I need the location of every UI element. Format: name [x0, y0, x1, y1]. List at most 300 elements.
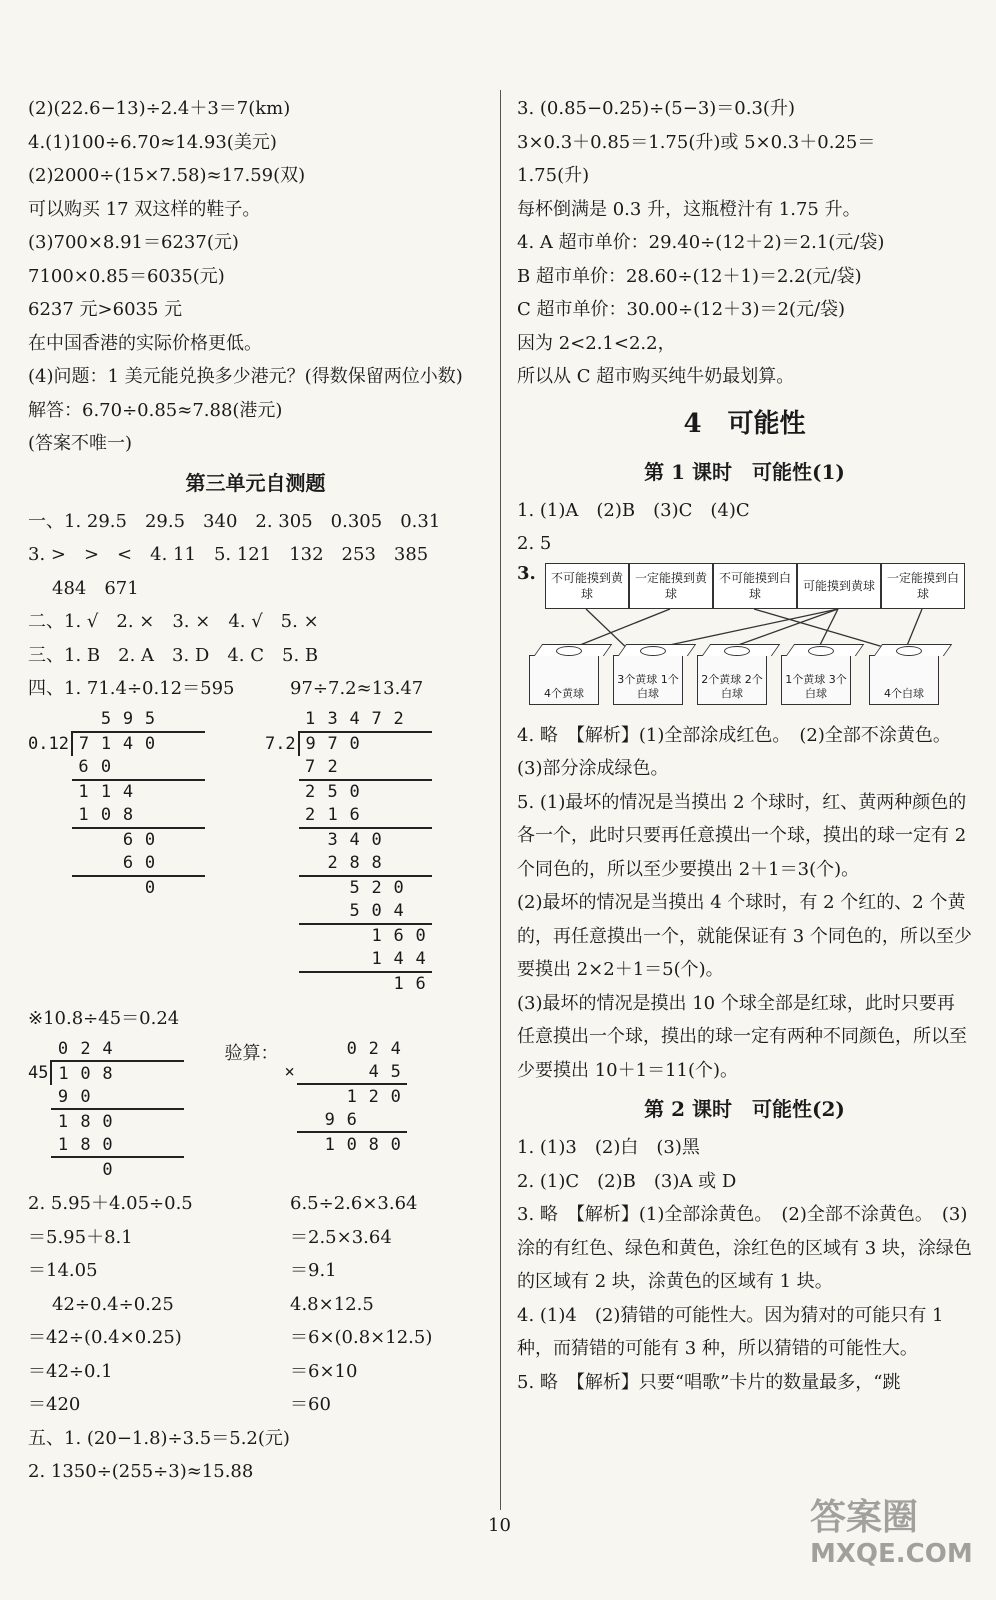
ball-box-label: 1个黄球 3个白球: [785, 672, 847, 700]
lesson-title: 第 1 课时 可能性(1): [644, 459, 845, 484]
digit-cell: [410, 708, 432, 732]
digit-cell: [183, 732, 205, 756]
division-table: [265, 708, 432, 996]
digit-cell: [28, 1133, 51, 1157]
digit-cell: [410, 804, 432, 828]
digit-cell: [322, 876, 344, 900]
digit-cell: 1: [95, 732, 117, 756]
long-division-block-2: [28, 1037, 483, 1181]
digit-cell: [183, 828, 205, 852]
tail-line: 2. 1350÷(255÷3)≈15.88: [28, 1461, 254, 1482]
digit-cell: [284, 1084, 296, 1108]
digit-cell: [319, 1060, 341, 1084]
label-box: 不可能摸到黄球: [545, 563, 629, 609]
answer-paragraph: 4. (1)4 (2)猜错的可能性大。因为猜对的可能只有 1 种，而猜错的可能有 3 种，所以猜错的可能性大。: [517, 1304, 944, 1359]
digit-cell: 0: [74, 1061, 96, 1085]
digit-cell: [322, 924, 344, 948]
digit-cell: [140, 1133, 162, 1157]
digit-cell: 8: [349, 853, 360, 873]
digit-cell: 1: [78, 805, 89, 825]
calc-row: [28, 1187, 483, 1221]
text-line: 3×0.3＋0.85＝1.75(升)或 5×0.3＋0.25＝: [517, 131, 876, 153]
digit-cell: [344, 948, 366, 972]
digit-cell: 0: [388, 876, 410, 900]
digit-cell: [183, 780, 205, 804]
digit-cell: 5: [390, 1061, 401, 1082]
digit-cell: [28, 876, 72, 900]
digit-cell: 6: [78, 757, 89, 777]
digit-cell: [28, 1157, 51, 1181]
digit-cell: [117, 756, 139, 780]
digit-cell: 7: [305, 757, 316, 777]
digit-cell: [319, 1037, 341, 1060]
digit-cell: [265, 828, 299, 852]
digit-cell: [140, 1061, 162, 1085]
digit-cell: 3: [327, 709, 338, 729]
digit-cell: 4: [102, 1038, 113, 1059]
calc-left: ＝420: [28, 1394, 81, 1415]
calc-row: [28, 1388, 483, 1422]
digit-cell: [299, 876, 322, 900]
digit-cell: [366, 972, 388, 996]
answer-line: 2. (1)C (2)B (3)A 或 D: [517, 1170, 737, 1192]
digit-cell: 6: [349, 805, 360, 825]
calc-left: ＝5.95＋8.1: [28, 1226, 133, 1248]
digit-cell: [344, 756, 366, 780]
digit-cell: 5: [144, 709, 156, 729]
digit-cell: 6: [117, 828, 139, 852]
calc-left: ＝14.05: [28, 1260, 98, 1281]
answer-line: 1. (1)3 (2)白 (3)黑: [517, 1137, 700, 1158]
text-line: 解答：6.70÷0.85≈7.88(港元): [28, 399, 283, 421]
digit-cell: [72, 828, 95, 852]
digit-cell: [28, 852, 72, 876]
text-line: 6237 元>6035 元: [28, 299, 183, 320]
calc-right: 4.8×12.5: [290, 1293, 374, 1315]
digit-cell: 9: [299, 732, 322, 756]
digit-cell: 8: [122, 805, 134, 825]
digit-cell: [299, 852, 322, 876]
diagram-label: 3.: [517, 562, 536, 584]
digit-cell: 6: [410, 972, 432, 996]
calc-row: [28, 1221, 483, 1255]
digit-cell: [139, 756, 161, 780]
digit-cell: [388, 852, 410, 876]
digit-cell: [366, 756, 388, 780]
division-header: [28, 672, 483, 706]
digit-cell: 8: [80, 1134, 91, 1155]
digit-cell: 0: [100, 805, 112, 825]
digit-cell: 4: [117, 732, 139, 756]
digit-cell: [139, 804, 161, 828]
calc-left: 42÷0.4÷0.25: [52, 1293, 174, 1315]
digit-cell: 6: [122, 853, 134, 873]
digit-cell: 0: [57, 1038, 69, 1059]
digit-cell: 2: [305, 805, 316, 825]
ball-box-label: 4个白球: [884, 686, 924, 700]
digit-cell: 8: [96, 1061, 118, 1085]
page-number: 10: [488, 1515, 511, 1536]
digit-cell: [265, 804, 299, 828]
digit-cell: 7: [371, 709, 382, 729]
digit-cell: [162, 1133, 184, 1157]
digit-cell: 2: [366, 876, 388, 900]
digit-cell: 0: [100, 757, 112, 777]
digit-cell: [183, 852, 205, 876]
digit-cell: [140, 1085, 162, 1109]
digit-cell: 9: [122, 709, 134, 729]
digit-cell: 0: [410, 924, 432, 948]
long-division-2: [265, 708, 432, 996]
section-title: 第三单元自测题: [185, 470, 326, 495]
digit-cell: 0: [139, 732, 161, 756]
ball-box: [781, 655, 851, 705]
digit-cell: 0: [80, 1086, 91, 1107]
digit-cell: 1: [366, 924, 388, 948]
digit-cell: [410, 876, 432, 900]
ball-box: [529, 655, 599, 705]
calc-right: ＝6×10: [290, 1360, 358, 1382]
ball-box: [869, 655, 939, 705]
calc-row: [28, 1288, 483, 1322]
digit-cell: 0: [96, 1109, 118, 1133]
digit-cell: [265, 876, 299, 900]
digit-cell: [140, 1109, 162, 1133]
calc-right: ＝9.1: [290, 1260, 337, 1281]
calc-right: 6.5÷2.6×3.64: [290, 1193, 418, 1214]
text-line: (答案不唯一): [28, 433, 133, 454]
digit-cell: [72, 708, 95, 732]
digit-cell: 1: [51, 1061, 74, 1085]
text-line: 1.75(升): [517, 165, 590, 186]
answer-line: 1. (1)A (2)B (3)C (4)C: [517, 499, 750, 521]
digit-cell: [297, 1084, 319, 1108]
digit-cell: [410, 900, 432, 924]
text-line: 所以从 C 超市购买纯牛奶最划算。: [517, 366, 795, 387]
digit-cell: 4: [415, 949, 426, 969]
digit-cell: 4: [117, 780, 139, 804]
division-header-1: 四、1. 71.4÷0.12＝595: [28, 678, 235, 699]
answer-paragraph: (2)最坏的情况是当摸出 4 个球时，有 2 个红的、2 个黄的，再任意摸出一个，就能保证有 3 个同色的，所以至少要摸出 2×2＋1＝5(个)。: [517, 892, 972, 980]
box-hole: [808, 646, 834, 656]
digit-cell: 4: [344, 828, 366, 852]
digit-cell: [161, 756, 183, 780]
digit-cell: 5: [100, 709, 112, 729]
digit-cell: [28, 1037, 51, 1061]
digit-cell: 2: [363, 1084, 385, 1108]
answer-paragraph: (3)最坏的情况是摸出 10 个球全部是红球，此时只要再任意摸出一个球，摸出的球一定有两种不同颜色，所以至少要摸出 10＋1＝11(个)。: [517, 992, 967, 1081]
matching-diagram: [517, 563, 972, 713]
box-hole: [896, 646, 922, 656]
digit-cell: [410, 852, 432, 876]
text-line: 3. (0.85−0.25)÷(5−3)＝0.3(升): [517, 98, 795, 119]
division-table: [28, 708, 205, 900]
digit-cell: 5: [349, 901, 360, 921]
text-line: 每杯倒满是 0.3 升，这瓶橙汁有 1.75 升。: [517, 198, 861, 220]
digit-cell: [96, 1085, 118, 1109]
digit-cell: [118, 1157, 140, 1181]
ball-box-label: 3个黄球 1个白球: [617, 672, 679, 700]
label-box: 一定能摸到黄球: [629, 563, 713, 609]
digit-cell: 0: [385, 1132, 407, 1156]
digit-cell: [265, 756, 299, 780]
digit-cell: 9: [324, 1109, 335, 1130]
text-line: (2)2000÷(15×7.58)≈17.59(双): [28, 165, 306, 186]
digit-cell: [161, 852, 183, 876]
digit-cell: [28, 1109, 51, 1133]
digit-cell: [344, 972, 366, 996]
digit-cell: [183, 804, 205, 828]
digit-cell: [284, 1108, 296, 1132]
digit-cell: 7: [322, 732, 344, 756]
long-division-3: [28, 1037, 184, 1181]
digit-cell: 8: [74, 1109, 96, 1133]
digit-cell: 1: [319, 1132, 341, 1156]
box-hole: [556, 646, 582, 656]
digit-cell: [388, 780, 410, 804]
digit-cell: [299, 900, 322, 924]
ball-box: [613, 655, 683, 705]
digit-cell: 4: [349, 709, 360, 729]
extra-problem: ※10.8÷45＝0.24: [28, 1007, 180, 1029]
digit-cell: 1: [72, 780, 95, 804]
digit-cell: [299, 828, 322, 852]
digit-cell: [366, 804, 388, 828]
digit-cell: [72, 852, 95, 876]
digit-cell: 2: [299, 780, 322, 804]
answer-line: 3. > > < 4. 11 5. 121 132 253 385: [28, 544, 429, 565]
digit-cell: [265, 852, 299, 876]
digit-cell: [322, 948, 344, 972]
digit-cell: 4: [368, 1061, 379, 1082]
text-line: 4. A 超市单价：29.40÷(12＋2)＝2.1(元/袋): [517, 232, 885, 253]
digit-cell: [385, 1108, 407, 1132]
digit-cell: 1: [327, 805, 338, 825]
digit-cell: 2: [368, 1038, 379, 1059]
digit-cell: [388, 804, 410, 828]
watermark-logo: [810, 1497, 973, 1572]
text-line: B 超市单价：28.60÷(12＋1)＝2.2(元/袋): [517, 265, 862, 287]
digit-cell: [28, 708, 72, 732]
digit-cell: [118, 1037, 140, 1061]
digit-cell: 6: [346, 1109, 357, 1130]
digit-cell: 2: [327, 757, 338, 777]
right-column: [517, 92, 972, 1399]
check-block: [224, 1037, 406, 1181]
digit-cell: [265, 780, 299, 804]
digit-cell: 1: [51, 1109, 74, 1133]
digit-cell: 0: [385, 1084, 407, 1108]
check-label: 验算：: [224, 1043, 279, 1064]
digit-cell: [28, 828, 72, 852]
text-line: (2)(22.6−13)÷2.4＋3＝7(km): [28, 98, 291, 119]
digit-cell: 7: [72, 732, 95, 756]
digit-cell: 1: [305, 709, 316, 729]
calc-right: ＝60: [290, 1394, 331, 1415]
lesson-title: 第 2 课时 可能性(2): [644, 1097, 845, 1121]
column-divider: [500, 90, 501, 1510]
answer-line: 二、1. √ 2. × 3. × 4. √ 5. ×: [28, 611, 319, 632]
answer-paragraph: 5. (1)最坏的情况是当摸出 2 个球时，红、黄两种颜色的各一个，此时只要再任意摸出一个球，摸出的球一定有 2 个同色的，所以至少要摸出 2＋1＝3(个)。: [517, 791, 967, 880]
digit-cell: [297, 1108, 319, 1132]
text-line: 可以购买 17 双这样的鞋子。: [28, 198, 261, 220]
digit-cell: [74, 1157, 96, 1181]
digit-cell: [284, 1132, 296, 1156]
calc-row: [28, 1321, 483, 1355]
answer-line: 5. 略 【解析】只要“唱歌”卡片的数量最多，“跳: [517, 1371, 901, 1393]
calc-right: ＝6×(0.8×12.5): [290, 1327, 433, 1348]
label-box: 不可能摸到白球: [713, 563, 797, 609]
digit-cell: [162, 1037, 184, 1061]
digit-cell: [183, 876, 205, 900]
digit-cell: 5: [322, 780, 344, 804]
digit-cell: 9: [57, 1086, 69, 1107]
digit-cell: 45: [28, 1063, 49, 1083]
calc-left: ＝42÷(0.4×0.25): [28, 1327, 182, 1348]
digit-cell: [366, 732, 388, 756]
ball-box: [697, 655, 767, 705]
digit-cell: [28, 804, 72, 828]
digit-cell: [299, 924, 322, 948]
digit-cell: 7.2: [264, 733, 296, 754]
text-line: 4.(1)100÷6.70≈14.93(美元): [28, 131, 277, 153]
check-table: [284, 1037, 406, 1156]
digit-cell: [162, 1157, 184, 1181]
digit-cell: [265, 900, 299, 924]
text-line: 在中国香港的实际价格更低。: [28, 332, 262, 354]
digit-cell: [410, 828, 432, 852]
text-line: 因为 2<2.1<2.2，: [517, 332, 676, 354]
digit-cell: [140, 1157, 162, 1181]
digit-cell: 0: [144, 853, 156, 873]
digit-cell: [341, 1060, 363, 1084]
digit-cell: [265, 972, 299, 996]
digit-cell: [265, 948, 299, 972]
digit-cell: [322, 900, 344, 924]
text-line: (4)问题：1 美元能兑换多少港元？(得数保留两位小数): [28, 366, 463, 387]
digit-cell: 4: [390, 1038, 401, 1059]
digit-cell: 0: [102, 1134, 113, 1155]
digit-cell: [410, 732, 432, 756]
digit-cell: [118, 1109, 140, 1133]
calc-left: 2. 5.95＋4.05÷0.5: [28, 1193, 193, 1214]
digit-cell: [297, 1132, 319, 1156]
digit-cell: [183, 708, 205, 732]
digit-cell: [161, 804, 183, 828]
watermark-text: 答案圈: [810, 1497, 919, 1538]
digit-cell: [388, 756, 410, 780]
digit-cell: 0: [346, 1038, 357, 1059]
digit-cell: [161, 780, 183, 804]
digit-cell: 0: [341, 1132, 363, 1156]
digit-cell: [95, 828, 117, 852]
digit-cell: 2: [80, 1038, 91, 1059]
text-line: 7100×0.85＝6035(元): [28, 265, 225, 287]
digit-cell: [95, 876, 117, 900]
box-hole: [640, 646, 666, 656]
digit-cell: [297, 1037, 319, 1060]
digit-cell: [297, 1060, 319, 1084]
digit-cell: [161, 732, 183, 756]
digit-cell: 0: [366, 828, 388, 852]
digit-cell: [117, 876, 139, 900]
digit-cell: [183, 756, 205, 780]
calc-row: [28, 1254, 483, 1288]
digit-cell: 1: [388, 972, 410, 996]
multiplication-check: [284, 1037, 406, 1181]
digit-cell: [299, 972, 322, 996]
digit-cell: [388, 828, 410, 852]
digit-cell: ×: [284, 1062, 295, 1082]
digit-cell: [299, 948, 322, 972]
digit-cell: 2: [393, 709, 404, 729]
calc-right: ＝2.5×3.64: [290, 1226, 392, 1248]
digit-cell: 8: [363, 1132, 385, 1156]
label-box: 可能摸到黄球: [797, 563, 881, 609]
digit-cell: [265, 708, 299, 732]
digit-cell: 2: [327, 853, 338, 873]
digit-cell: [363, 1108, 385, 1132]
long-division-block: [28, 708, 483, 996]
answer-line: 2. 5: [517, 533, 552, 554]
digit-cell: 0: [344, 780, 366, 804]
digit-cell: 1: [95, 780, 117, 804]
digit-cell: 5: [344, 876, 366, 900]
digit-cell: [118, 1133, 140, 1157]
digit-cell: [322, 972, 344, 996]
digit-cell: 8: [371, 853, 382, 873]
digit-cell: [95, 852, 117, 876]
digit-cell: [140, 1037, 162, 1061]
digit-cell: [28, 1085, 51, 1109]
digit-cell: [161, 708, 183, 732]
digit-cell: [388, 732, 410, 756]
digit-cell: [410, 780, 432, 804]
answer-paragraph: 3. 略 【解析】(1)全部涂黄色。 (2)全部不涂黄色。 (3)涂的有红色、绿色和黄色，涂红色的区域有 3 块，涂绿色的区域有 2 块，涂黄色的区域有 1 块。: [517, 1204, 972, 1292]
answer-paragraph: 4. 略 【解析】(1)全部涂成红色。 (2)全部不涂黄色。 (3)部分涂成绿色。: [517, 724, 960, 779]
answer-line: 三、1. B 2. A 3. D 4. C 5. B: [28, 644, 319, 666]
digit-cell: 0.12: [28, 733, 69, 754]
ball-box-label: 2个黄球 2个白球: [701, 672, 763, 700]
digit-cell: [162, 1061, 184, 1085]
division-table: [28, 1037, 184, 1181]
digit-cell: [161, 876, 183, 900]
digit-cell: [162, 1085, 184, 1109]
digit-cell: 0: [371, 901, 382, 921]
answer-line: 484 671: [52, 577, 139, 599]
digit-cell: 1: [341, 1084, 363, 1108]
ball-box-label: 4个黄球: [544, 686, 584, 700]
digit-cell: 3: [322, 828, 344, 852]
digit-cell: 4: [393, 949, 404, 969]
long-division-1: [28, 708, 205, 996]
label-box: 一定能摸到白球: [881, 563, 965, 609]
digit-cell: 6: [388, 924, 410, 948]
chapter-title: 4 可能性: [683, 408, 806, 439]
calc-left: ＝42÷0.1: [28, 1360, 113, 1382]
text-line: (3)700×8.91＝6237(元): [28, 232, 239, 253]
digit-cell: [366, 780, 388, 804]
digit-cell: [162, 1109, 184, 1133]
digit-cell: [118, 1085, 140, 1109]
digit-cell: [28, 780, 72, 804]
digit-cell: [410, 756, 432, 780]
digit-cell: 4: [393, 901, 404, 921]
digit-cell: [72, 876, 95, 900]
digit-cell: 0: [139, 876, 161, 900]
digit-cell: [319, 1084, 341, 1108]
calc-row: [28, 1355, 483, 1389]
